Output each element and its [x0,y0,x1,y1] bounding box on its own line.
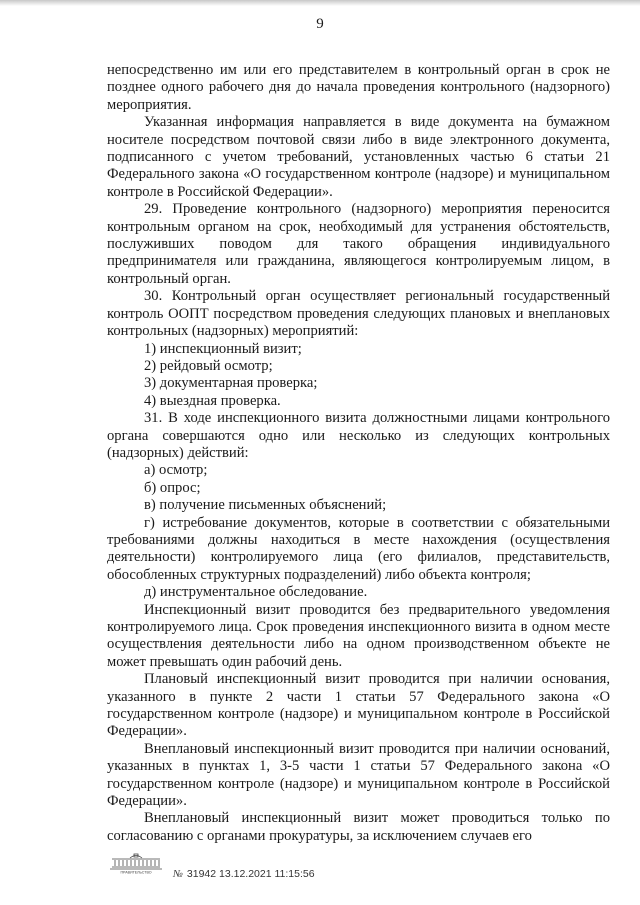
reg-number-date: 31942 13.12.2021 11:15:56 [186,868,315,880]
paragraph-item-29: 29. Проведение контрольного (надзорного) мероприятия переносится контрольным органом на срок, необходимый для устранения обстоятельств, послуживших поводом для такого обращения индивидуального предпринимателя или гражданина, являющегося контролируемым лицом, в контрольный орган. [107,201,610,287]
list-item: 3) документарная проверка; [144,375,318,392]
registration-stamp [173,868,315,880]
paragraph: непосредственно им или его представителем в контрольный орган в срок не позднее одного рабочего дня до начала проведения контрольного (надзорного) мероприятия. [107,62,610,113]
paragraph-item-30: 30. Контрольный орган осуществляет региональный государственный контроль ООПТ посредством проведения следующих плановых и внеплановых контрольных (надзорных) мероприятий: [107,288,610,340]
list-item: 1) инспекционный визит; [144,340,302,357]
government-building-stamp-icon [108,852,164,874]
paragraph: Внеплановый инспекционный визит проводится при наличии оснований, указанных в пунктах 1, 3-5 части 1 статьи 57 Федерального закона «О государственном контроле (надзоре) и муниципальном контроле в Российской Федерации». [107,740,610,810]
list-item: 4) выездная проверка. [144,392,281,409]
list-item: д) инструментальное обследование. [144,584,368,601]
reg-number-sign: № [173,869,183,880]
list-item: а) осмотр; [144,462,208,479]
scan-top-edge [0,0,640,6]
paragraph: Указанная информация направляется в виде документа на бумажном носителе посредством почтовой связи либо в виде электронного документа, подписанного с учетом требований, установленных частью 6 статьи 21 Федерального закона «О государственном контроле (надзоре) и муниципальном контроле в Российской Федерации». [107,114,610,200]
list-item: 2) рейдовый осмотр; [144,357,273,374]
page-number: 9 [316,16,324,32]
paragraph-item-31: 31. В ходе инспекционного визита должностными лицами контрольного органа совершаются одно или несколько из следующих контрольных (надзорных) действий: [107,410,610,461]
paragraph: Внеплановый инспекционный визит может проводиться только по согласованию с органами прокуратуры, за исключением случаев его [107,810,610,844]
paragraph: Плановый инспекционный визит проводится при наличии основания, указанного в пункте 2 части 1 статьи 57 Федерального закона «О государственном контроле (надзоре) и муниципальном контроле в Российской Федерации». [107,671,610,740]
stamp-label: ПРАВИТЕЛЬСТВО [120,870,152,874]
list-item: б) опрос; [144,479,201,496]
paragraph: Инспекционный визит проводится без предварительного уведомления контролируемого лица. Срок проведения инспекционного визита в одном месте осуществления деятельности либо на одном производственном объекте не может превышать один рабочий день. [107,601,610,670]
document-body [107,62,610,845]
list-item: г) истребование документов, которые в соответствии с обязательными требованиями должны находиться в месте нахождения (осуществления деятельности) контролируемого лица (его филиалов, представительств, обособленных структурных подразделений) либо объекта контроля; [107,514,610,583]
list-item: в) получение письменных объяснений; [144,497,387,514]
